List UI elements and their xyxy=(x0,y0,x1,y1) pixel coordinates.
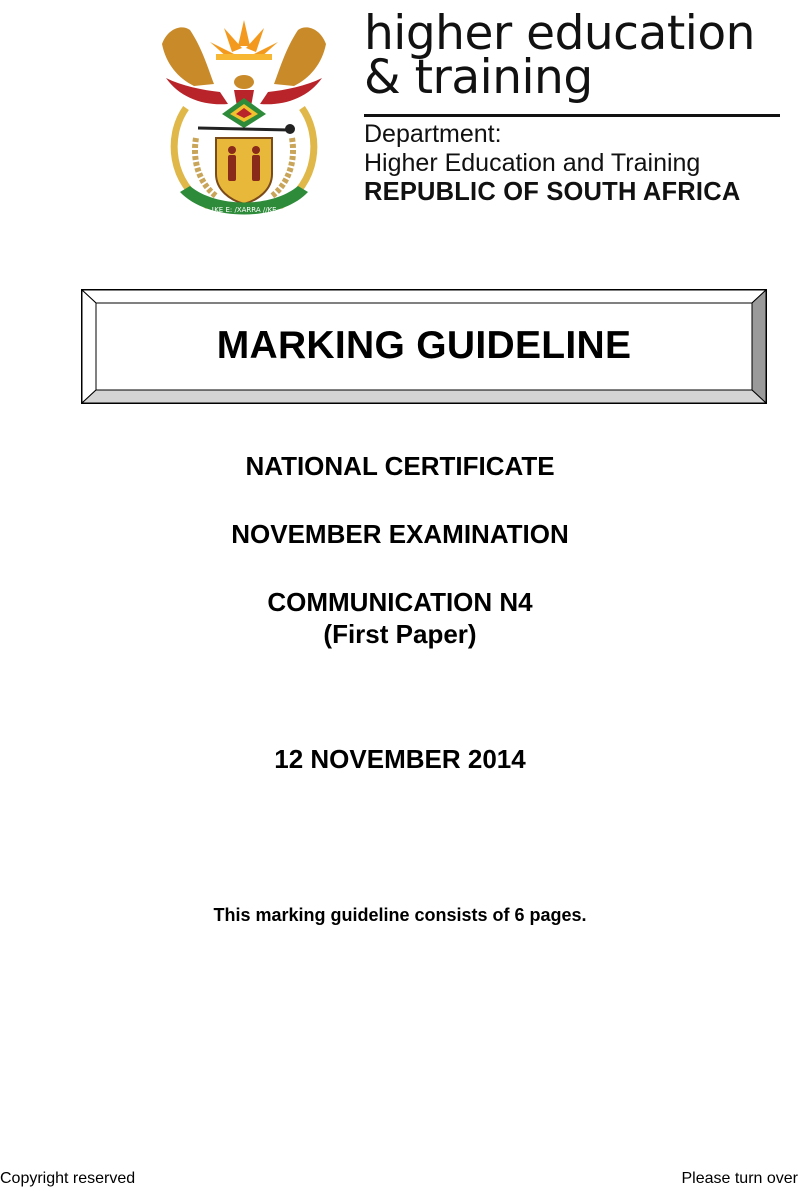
page-count-note: This marking guideline consists of 6 pages. xyxy=(213,905,587,925)
title-box xyxy=(81,289,767,404)
country-name: REPUBLIC OF SOUTH AFRICA xyxy=(364,178,741,206)
footer-copyright: Copyright reserved xyxy=(0,1170,136,1187)
department-label: Department: xyxy=(364,120,502,148)
department-name: Higher Education and Training xyxy=(364,149,701,177)
motto-text: !KE E: /XARRA //KE xyxy=(211,206,277,214)
subject-heading: COMMUNICATION N4 xyxy=(267,587,533,617)
department-block xyxy=(364,120,740,207)
brand-line-1: higher education xyxy=(364,6,755,61)
brand-divider xyxy=(364,114,780,117)
exam-date: 12 NOVEMBER 2014 xyxy=(274,744,526,774)
brand-line-2: & training xyxy=(364,50,593,105)
paper-heading: (First Paper) xyxy=(323,619,477,649)
certificate-heading: NATIONAL CERTIFICATE xyxy=(245,451,555,481)
coat-of-arms-icon xyxy=(158,16,330,222)
examination-heading: NOVEMBER EXAMINATION xyxy=(231,519,569,549)
document-title: MARKING GUIDELINE xyxy=(216,323,632,367)
department-brand xyxy=(364,6,784,206)
footer-turn-over: Please turn over xyxy=(681,1170,798,1187)
